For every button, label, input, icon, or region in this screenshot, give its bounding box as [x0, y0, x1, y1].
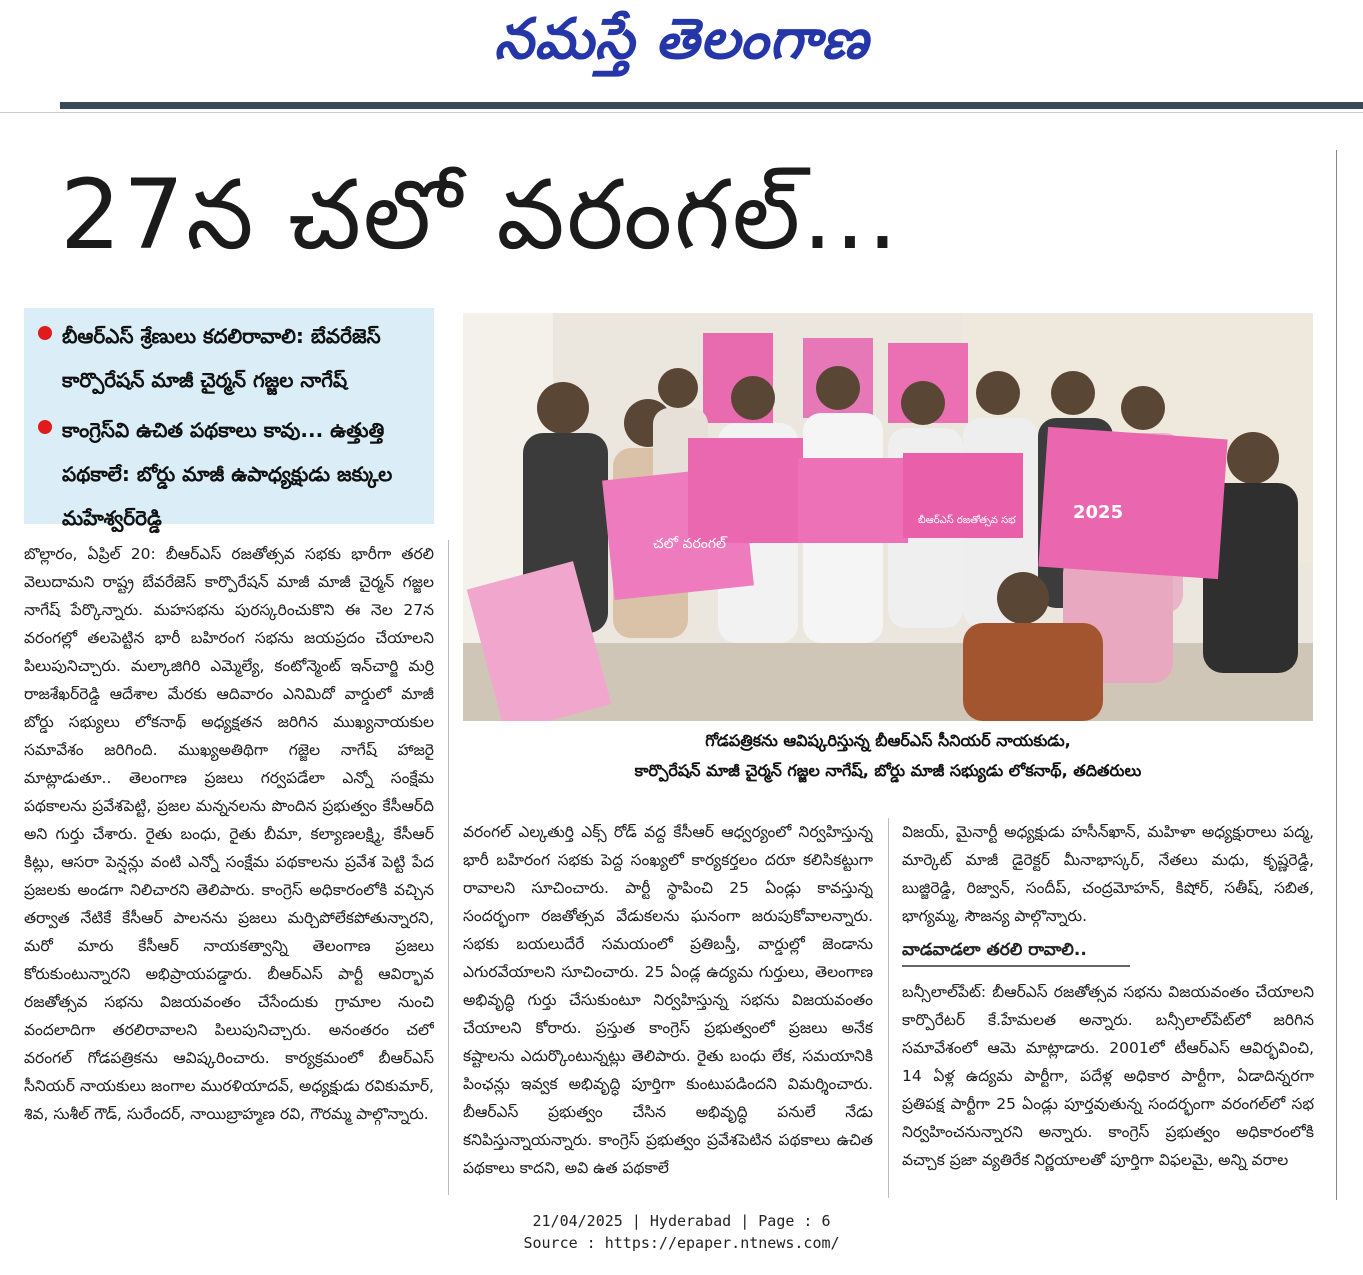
highlight-item	[32, 408, 426, 540]
highlight-box	[24, 308, 434, 530]
article-column-3-continued: బన్సీలాల్‌పేట్: బీఆర్ఎస్ రజతోత్సవ సభను విజయవంతం చేయాలని కార్పొరేటర్ కే.హేమలత అన్నారు. బన్సీలాల్‌పేట్‌లో జరిగిన సమావేశంలో ఆమె మాట్లాడారు. 2001లో టీఆర్ఎస్ ఆవిర్భవించి, 14 ఏళ్ల ఉద్యమ పార్టీగా, పదేళ్ల అధికార పార్టీగా, ఏడాదిన్నరగా ప్రతిపక్ష పార్టీగా 25 ఏండ్లు పూర్తవుతున్న సందర్భంగా వరంగల్‌లో సభ నిర్వహించనున్నారని అన్నారు. కాంగ్రెస్ ప్రభుత్వం అధికారంలోకి వచ్చాక ప్రజా వ్యతిరేక నిర్ణయాలతో పూర్తిగా విఫలమై, అన్ని వరాల	[902, 983, 1314, 1169]
caption-line: గోడపత్రికను ఆవిష్కరిస్తున్న బీఆర్ఎస్ సీనియర్ నాయకుడు,	[705, 731, 1071, 750]
article-column-1: బొల్లారం, ఏప్రిల్ 20: బీఆర్ఎస్ రజతోత్సవ సభకు భారీగా తరలి వెలుదామని రాష్ట్ర బేవరేజెస్ కార్పొరేషన్ మాజీ మాజీ చైర్మన్ గజ్జల నాగేష్ పేర్కొన్నారు. మహసభను పురస్కరించుకొని ఈ నెల 27న వరంగల్లో తలపెట్టిన భారీ బహిరంగ సభను జయప్రదం చేయాలని పిలుపునిచ్చారు. మల్కాజిగిరి ఎమ్మెల్యే, కంటోన్మెంట్ ఇన్‌చార్జి మర్రి రాజశేఖర్‌రెడ్డి ఆదేశాల మేరకు ఆదివారం ఎనిమిదో వార్డులో మాజీ బోర్డు సభ్యులు లోకనాథ్ అధ్యక్షతన జరిగిన ముఖ్యనాయకుల సమావేశం జరిగింది. ముఖ్యఅతిథిగా గజ్జెల నాగేష్ హాజరై మాట్లాడుతూ.. తెలంగాణ ప్రజలు గర్వపడేలా ఎన్నో సంక్షేమ పథకాలను ప్రవేశపెట్టి, ప్రజల మన్ననలను పొందిన ప్రభుత్వం కేసీఆర్‌ది అని గుర్తు చేశారు. రైతు బంధు, రైతు బీమా, కల్యాణలక్ష్మి, కేసీఆర్ కిట్లు, ఆసరా పెన్షన్లు వంటి ఎన్నో సంక్షేమ పథకాలను ప్రవేశ పెట్టి పేద ప్రజలకు అండగా నిలిచారని తెలిపారు. కాంగ్రెస్ అధికారంలోకి వచ్చిన తర్వాత నేటికే కేసీఆర్ పాలనను ప్రజలు మర్చిపోలేకపోతున్నారని, మరో మారు కేసీఆర్ నాయకత్వాన్ని తెలంగాణ ప్రజలు కోరుకుంటున్నారని అభిప్రాయపడ్డారు. బీఆర్ఎస్ పార్టీ ఆవిర్భావ రజతోత్సవ సభను విజయవంతం చేసేందుకు గ్రామాల నుంచి వందలాదిగా తరలిరావాలని పిలుపునిచ్చారు. అనంతరం చలో వరంగల్ గోడపత్రికను ఆవిష్కరించారు. కార్యక్రమంలో బీఆర్ఎస్ సీనియర్ నాయకులు జంగాల మురళియాదవ్, అధ్యక్షుడు రవికుమార్, శివ, సుశీల్ గౌడ్, సురేందర్, నాయిబ్రాహ్మణ రవి, గౌరమ్మ పాల్గొన్నారు.	[24, 545, 434, 1123]
article-column-3: విజయ్, మైనార్టీ అధ్యక్షుడు హసీన్‌ఖాన్, మహిళా అధ్యక్షురాలు పద్మ, మార్కెట్ మాజీ డైరెక్టర్ మీనాభాస్కర్, నేతలు మధు, కృష్ణరెడ్డి, బుజ్జిరెడ్డి, రిజ్వాన్, సందీప్, చంద్రమోహన్, కిషోర్, సతీష్, సబిత, భాగ్యమ్మ, సౌజన్య పాల్గొన్నారు.	[902, 823, 1314, 925]
photo-caption	[463, 726, 1313, 786]
photo-illustration	[463, 313, 1313, 721]
header-rule	[60, 102, 1363, 109]
page-footer	[0, 1210, 1363, 1254]
news-photo	[463, 313, 1313, 721]
column-divider	[888, 818, 889, 1198]
article-column-2: వరంగల్ ఎల్కతుర్తి ఎక్స్ రోడ్ వద్ద కేసీఆర్ ఆధ్వర్యంలో నిర్వహిస్తున్న భారీ బహిరంగ సభకు పెద్ద సంఖ్యలో కార్యకర్తలం దరూ కలిసికట్టుగా రావాలని సూచించారు. పార్టీ స్థాపించి 25 ఏండ్లు కావస్తున్న సందర్భంగా రజతోత్సవ వేడుకలను ఘనంగా జరుపుకోవాలన్నారు. సభకు బయలుదేరే సమయంలో ప్రతిబస్తీ, వార్డుల్లో జెండాను ఎగురవేయాలని సూచించారు. 25 ఏండ్ల ఉద్యమ గుర్తులు, తెలంగాణ అభివృద్ధి గుర్తు చేసుకుంటూ నిర్వహిస్తున్న సభను విజయవంతం చేయాలని కోరారు. ప్రస్తుత కాంగ్రెస్ ప్రభుత్వంలో ప్రజలు అనేక కష్టాలను ఎదుర్కొంటున్నట్లు తెలిపారు. రైతు బంధు లేక, సమయానికి పింఛన్లు ఇవ్వక అభివృద్ధి పూర్తిగా కుంటుపడిందని విమర్శించారు. బీఆర్ఎస్ ప్రభుత్వం చేసిన అభివృద్ధి పనులే నేడు కనిపిస్తున్నాయన్నారు. కాంగ్రెస్ ప్రభుత్వం ప్రవేశపెటిన పథకాలు ఉచిత పథకాలు కాదని, అవి ఉత పథకాలే	[463, 823, 873, 1177]
footer-date-edition: 21/04/2025 | Hyderabad | Page : 6	[532, 1212, 831, 1230]
header-thin-rule	[0, 112, 1363, 113]
caption-line: కార్పొరేషన్ మాజీ చైర్మన్ గజ్జల నాగేష్, బోర్డు మాజీ సభ్యుడు లోకనాథ్, తదితరులు	[634, 761, 1142, 780]
column-divider	[448, 540, 449, 1195]
red-bullet-icon	[38, 420, 52, 434]
poster-text: చలో వరంగల్	[653, 536, 726, 552]
highlight-item	[32, 314, 426, 402]
newspaper-logo: నమస్తే తెలంగాణ	[494, 6, 869, 72]
sub-headline: వాడవాడలా తరలి రావాలి..	[902, 935, 1130, 967]
masthead	[0, 0, 1363, 100]
poster-year: 2025	[1073, 502, 1124, 523]
page-edge-line	[1336, 150, 1337, 1200]
footer-source: Source : https://epaper.ntnews.com/	[523, 1234, 840, 1252]
highlight-text: బీఆర్ఎస్ శ్రేణులు కదలిరావాలి: బేవరేజెస్ కార్పొరేషన్ మాజీ చైర్మన్ గజ్జల నాగేష్	[62, 324, 381, 392]
highlight-text: కాంగ్రెస్‌వి ఉచిత పథకాలు కావు... ఉత్తుత్తి పథకాలే: బోర్డు మాజీ ఉపాధ్యక్షుడు జక్కుల మహేశ్వర్‌రెడ్డి	[62, 418, 393, 530]
poster-tagline: బీఆర్ఎస్ రజతోత్సవ సభ	[918, 515, 1016, 526]
red-bullet-icon	[38, 326, 52, 340]
headline: 27న చలో వరంగల్...	[60, 159, 900, 271]
